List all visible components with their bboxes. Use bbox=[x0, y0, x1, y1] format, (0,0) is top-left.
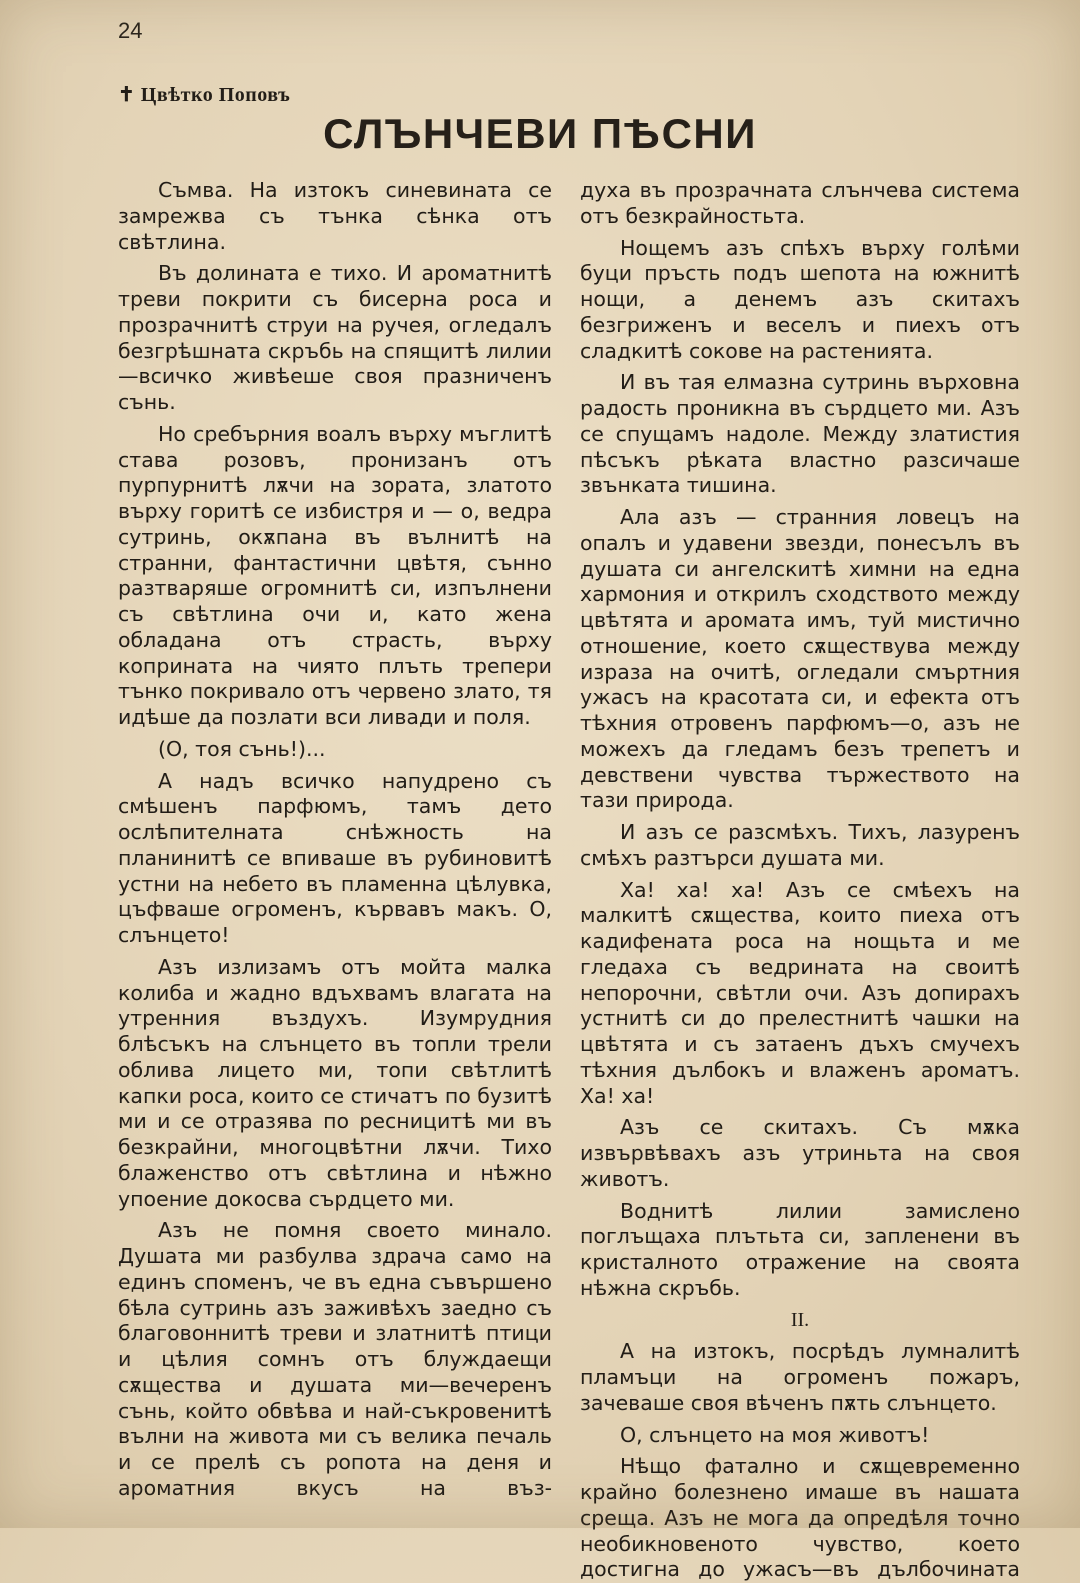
paragraph: Съмва. На изтокъ синевината се замрежва съ тънка сѣнка отъ свѣтлина. bbox=[118, 178, 552, 254]
left-column bbox=[118, 178, 552, 1502]
paragraph: И азъ се разсмѣхъ. Тихъ, лазуренъ смѣхъ разтърси душата ми. bbox=[580, 820, 1020, 870]
paragraph: О, слънцето на моя животъ! bbox=[620, 1422, 930, 1447]
paragraph: Азъ излизамъ отъ мойта малка колиба и жадно вдъхвамъ влагата на утренния въздухъ. Изумрудния блѣсъкъ на слънцето въ топли трели облива лицето ми, топи свѣтлитѣ капки роса, които се стичатъ по бузитѣ ми и се отразява по ресницитѣ ми въ безкрайни, многоцвѣтни лѫчи. Тихо блаженство отъ свѣтлина и нѣжно упоение докосва сърдцето ми. bbox=[118, 954, 552, 1211]
paragraph: Воднитѣ лилии замислено поглъщаха плътьта си, запленени въ кристалното отражение на своята нѣжна скръбь. bbox=[580, 1198, 1020, 1300]
paragraph: Ха! ха! ха! Азъ се смѣехъ на малкитѣ сѫщества, които пиеха отъ кадифената роса на нощьта и ме гледаха съ ведрината на своитѣ непорочни, свѣтли очи. Азъ допирахъ устнитѣ си до прелестнитѣ чашки на цвѣтята и съ затаенъ дъхъ смучехъ тѣхния дълбокъ и влаженъ ароматъ. Ха! ха! bbox=[580, 877, 1020, 1108]
paragraph: А надъ всичко напудрено съ смѣшенъ парфюмъ, тамъ дето ослѣпителната снѣжность на планинитѣ се впиваше въ рубиновитѣ устни на небето въ пламенна цѣлувка, цъфваше огроменъ, кървавъ макъ. О, слънцето! bbox=[118, 768, 552, 947]
author-name: ✝ Цвѣтко Поповъ bbox=[118, 84, 291, 106]
article-title: СЛЪНЧЕВИ ПѢСНИ bbox=[323, 110, 757, 157]
paragraph: Азъ се скитахъ. Съ мѫка извървѣвахъ азъ утриньта на своя животъ. bbox=[580, 1115, 1020, 1191]
paragraph: И въ тая елмазна сутринь върховна радость проникна въ сърдцето ми. Азъ се спущамъ надоле. Между златистия пѣсъкъ рѣката властно разсичаше звънката тишина. bbox=[580, 370, 1020, 498]
paragraph: Въ долината е тихо. И ароматнитѣ треви покрити съ бисерна роса и прозрачнитѣ струи на ручея, огледалъ безгрѣшната скръбь на спящитѣ лилии—всичко живѣеше своя празниченъ сънь. bbox=[118, 261, 552, 414]
paragraph: Нощемъ азъ спѣхъ върху голѣми буци пръсть подъ шепота на южнитѣ нощи, а денемъ азъ скитахъ безгриженъ и веселъ и пиехъ отъ сладкитѣ сокове на растенията. bbox=[580, 235, 1020, 363]
page-number: 24 bbox=[118, 18, 143, 43]
paragraph: Ала азъ — странния ловецъ на опалъ и удавени звезди, понесълъ въ душата си ангелскитѣ химни на една хармония и открилъ сходството между цвѣтята и аромата имъ, туй мистично отношение, което сѫществува между израза на очитѣ, огледали смъртния ужасъ на красотата си, и ефекта отъ тѣхния отровенъ парфюмъ—о, азъ не можехъ да гледамъ безъ трепетъ и девствени чувства тържеството на тази природа. bbox=[580, 505, 1020, 813]
paragraph-continuation: духа въ прозрачната слънчева система отъ безкрайностьта. bbox=[580, 178, 1020, 228]
right-column bbox=[580, 178, 1020, 1583]
paragraph: Азъ не помня своето минало. Душата ми разбулва здрача само на единъ споменъ, че въ една съвършено бѣла сутринь азъ заживѣхъ заедно съ благовоннитѣ треви и златнитѣ птици и цѣлия сомнъ отъ блуждаещи сѫщества и душата ми—вечеренъ сънь, който обвѣва и най-съкровенитѣ вълни на живота ми съ велика печаль и се прелѣ съ ропота на деня и ароматния вкусъ на въз- bbox=[118, 1218, 552, 1500]
paragraph: Но сребърния воалъ върху мъглитѣ става розовъ, пронизанъ отъ пурпурнитѣ лѫчи на зората, златото върху горитѣ се избистря и — о, ведра сутринь, окѫпана въ вълнитѣ на странни, фантастични цвѣтя, сънно разтваряше огромнитѣ си, изпълнени съ свѣтлина очи и, като жена обладана отъ страсть, върху коприната на чиято плъть трепери тънко покривало отъ червено злато, тя идѣше да позлати вси ливади и поля. bbox=[118, 421, 552, 729]
paragraph: А на изтокъ, посрѣдъ лумналитѣ пламъци на огроменъ пожаръ, зачеваше своя вѣченъ пѫть слънцето. bbox=[580, 1339, 1020, 1415]
paragraph: (О, тоя сънь!)... bbox=[158, 736, 326, 761]
section-number: II. bbox=[790, 1308, 810, 1331]
paragraph: Нѣщо фатално и сѫщевременно крайно болезнено имаше въ нашата среща. Азъ не мога да опредѣля точно необикновеното чувство, което достигна до ужасъ—въ дълбочината bbox=[580, 1454, 1020, 1582]
